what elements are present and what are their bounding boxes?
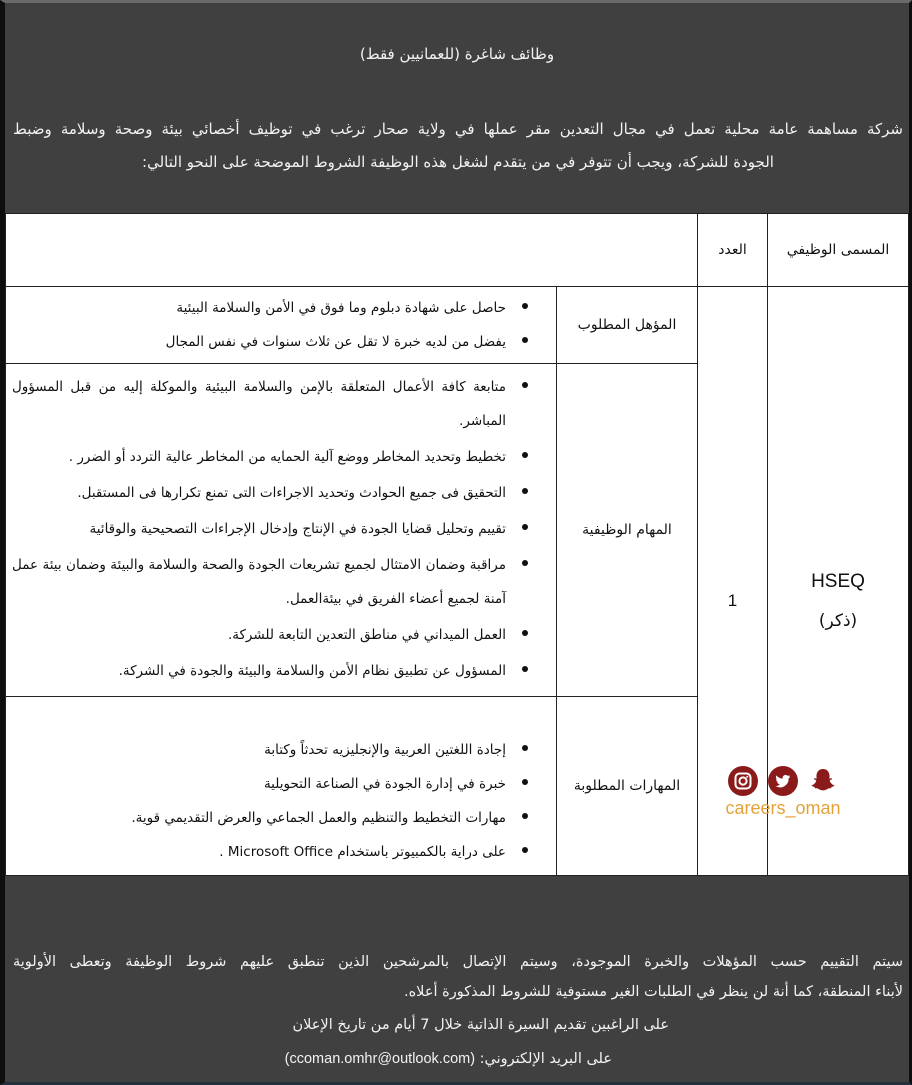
job-gender: (ذكر) (818, 611, 858, 631)
list-item: تخطيط وتحديد المخاطر ووضع آلية الحمايه من المخاطر عالية التردد أو الضرر . (12, 440, 534, 474)
count-value: 1 (727, 591, 738, 610)
twitter-icon (768, 766, 798, 796)
job-name: HSEQ (811, 571, 865, 592)
list-item: المسؤول عن تطبيق نظام الأمن والسلامة والبيئة والجودة في الشركة. (12, 654, 534, 688)
list-item: إجادة اللغتين العربية والإنجليزيه تحدثاً وكتابة (12, 733, 534, 767)
list-item: يفضل من لديه خبرة لا تقل عن ثلاث سنوات في نفس المجال (12, 325, 534, 359)
email-label: على البريد الإلكتروني: (479, 1051, 612, 1067)
list-item: مراقبة وضمان الامتثال لجميع تشريعات الجودة والصحة والسلامة والبيئة وضمان بيئة عمل آمنة لجميع أعضاء الفريق في بيئةالعمل. (12, 548, 534, 616)
skill-items (6, 697, 557, 876)
task-items (6, 364, 557, 697)
footer-banner (5, 909, 909, 1079)
page-title: وظائف شاغرة (للعمانيين فقط) (359, 45, 555, 63)
list-item: مهارات التخطيط والتنظيم والعمل الجماعي والعرض التقديمي قوية. (12, 801, 534, 835)
list-item: متابعة كافة الأعمال المتعلقة بالإمن والسلامة البيئية والموكلة إليه من قبل المسؤول المباشر. (12, 370, 534, 438)
email-address[interactable]: (ccoman.omhr@outlook.com) (284, 1051, 476, 1067)
list-item: حاصل على شهادة دبلوم وما فوق في الأمن والسلامة البيئية (12, 291, 534, 325)
qualification-items (6, 287, 557, 364)
list-item: تقييم وتحليل قضايا الجودة في الإنتاج وإدخال الإجراءات التصحيحية والوقائية (12, 512, 534, 546)
apply-note: على الراغبين تقديم السيرة الذاتية خلال 7 أيام من تاريخ الإعلان (292, 1017, 669, 1033)
intro-line-1: شركة مساهمة عامة محلية تعمل في مجال التعدين مقر عملها في ولاية صحار ترغب في توظيف أخصائي بيئة وصحة وسلامة وضبط (13, 120, 903, 138)
header-count: العدد (698, 214, 768, 287)
list-item: خبرة في إدارة الجودة في الصناعة التحويلية (12, 767, 534, 801)
section-label-qualification: المؤهل المطلوب (557, 287, 698, 364)
footer-line-1: سيتم التقييم حسب المؤهلات والخبرة الموجودة، وسيتم الإتصال بالمرشحين الذين تنطبق عليهم شروط الوظيفة وتعطى الأولوية (13, 954, 903, 970)
list-item: العمل الميداني في مناطق التعدين التابعة للشركة. (12, 618, 534, 652)
section-label-skills: المهارات المطلوبة (557, 697, 698, 876)
social-handle: careers_oman (725, 798, 841, 818)
list-item: التحقيق فى جميع الحوادث وتحديد الاجراءات التى تمنع تكرارها فى المستقبل. (12, 476, 534, 510)
instagram-icon (728, 766, 758, 796)
header-job-title: المسمى الوظيفي (768, 214, 909, 287)
table-header-row (6, 214, 909, 287)
footer-paragraph (13, 947, 903, 1007)
social-watermark (718, 766, 848, 819)
intro-line-2: الجودة للشركة، ويجب أن تتوفر في من يتقدم لشغل هذه الوظيفة الشروط الموضحة على النحو التالي: (142, 153, 774, 171)
header-empty-cell (6, 214, 698, 287)
email-line (285, 1051, 612, 1067)
list-item: على دراية بالكمبيوتر باستخدام Microsoft Office . (12, 835, 534, 869)
header-banner (5, 3, 909, 213)
snapchat-icon (808, 766, 838, 796)
intro-paragraph (13, 113, 903, 179)
footer-line-2: لأبناء المنطقة، كما أنة لن ينظر في الطلبات الغير مستوفية للشروط المذكورة أعلاه. (403, 984, 903, 1000)
section-label-tasks: المهام الوظيفية (557, 364, 698, 697)
table-row-qualification (6, 287, 909, 364)
